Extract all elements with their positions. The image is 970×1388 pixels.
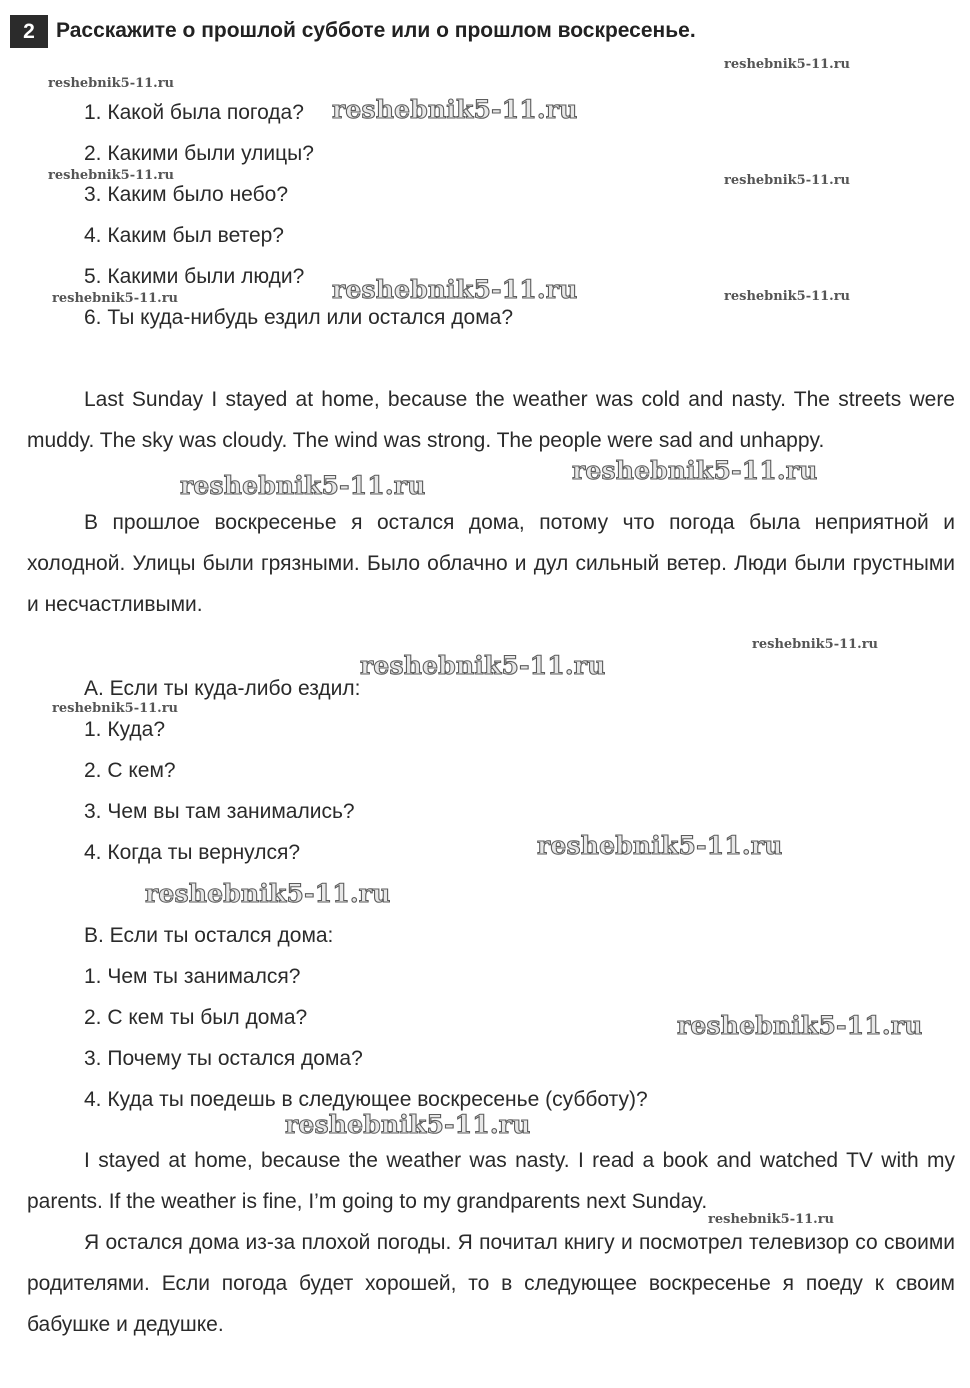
section-b-item: 4. Куда ты поедешь в следующее воскресенье (субботу)? [84, 1088, 648, 1111]
section-b-item: 2. С кем ты был дома? [84, 1006, 308, 1029]
watermark-small: reshebnik5-11.ru [752, 637, 879, 652]
question-5: 5. Какими были люди? [84, 265, 305, 288]
question-4: 4. Каким был ветер? [84, 224, 284, 247]
section-a-item: 3. Чем вы там занимались? [84, 800, 355, 823]
watermark-small: reshebnik5-11.ru [724, 57, 851, 72]
watermark-small: reshebnik5-11.ru [708, 1212, 835, 1227]
watermark: reshebnik5-11.ru [332, 95, 578, 124]
watermark-small: reshebnik5-11.ru [48, 168, 175, 183]
question-6: 6. Ты куда-нибудь ездил или остался дома? [84, 306, 513, 329]
section-a-item: 2. С кем? [84, 759, 176, 782]
watermark-small: reshebnik5-11.ru [724, 173, 851, 188]
watermark: reshebnik5-11.ru [360, 651, 606, 680]
watermark: reshebnik5-11.ru [572, 456, 818, 485]
watermark: reshebnik5-11.ru [677, 1011, 923, 1040]
section-b-item: 1. Чем ты занимался? [84, 965, 301, 988]
section-a-heading: А. Если ты куда-либо ездил: [84, 677, 361, 700]
section-a-item: 4. Когда ты вернулся? [84, 841, 301, 864]
answer-2-english: I stayed at home, because the weather was nasty. I read a book and watched TV with my parents. If the weather is fine, I’m going to my grandparents next Sunday. [27, 1149, 955, 1213]
watermark-small: reshebnik5-11.ru [48, 76, 175, 91]
question-1: 1. Какой была погода? [84, 101, 304, 124]
watermark-small: reshebnik5-11.ru [52, 701, 179, 716]
question-3: 3. Каким было небо? [84, 183, 289, 206]
watermark: reshebnik5-11.ru [180, 471, 426, 500]
question-2: 2. Какими были улицы? [84, 142, 314, 165]
watermark: reshebnik5-11.ru [145, 879, 391, 908]
section-a-item: 1. Куда? [84, 718, 165, 741]
watermark: reshebnik5-11.ru [285, 1110, 531, 1139]
watermark-small: reshebnik5-11.ru [52, 291, 179, 306]
watermark: reshebnik5-11.ru [332, 275, 578, 304]
watermark: reshebnik5-11.ru [537, 831, 783, 860]
task-title: Расскажите о прошлой субботе или о прошлом воскресенье. [56, 19, 696, 42]
section-b-item: 3. Почему ты остался дома? [84, 1047, 363, 1070]
answer-1-russian: В прошлое воскресенье я остался дома, потому что погода была неприятной и холодной. Улицы были грязными. Было облачно и дул сильный ветер. Люди были грустными и несчастливыми. [27, 511, 955, 616]
section-b-heading: В. Если ты остался дома: [84, 924, 334, 947]
watermark-small: reshebnik5-11.ru [724, 289, 851, 304]
answer-2-russian: Я остался дома из-за плохой погоды. Я почитал книгу и посмотрел телевизор со своими родителями. Если погода будет хорошей, то в следующее воскресенье я поеду к своим бабушке и дедушке. [27, 1231, 955, 1336]
answer-1-english: Last Sunday I stayed at home, because the weather was cold and nasty. The streets were muddy. The sky was cloudy. The wind was strong. The people were sad and unhappy. [27, 388, 955, 452]
task-number-badge: 2 [10, 15, 48, 48]
